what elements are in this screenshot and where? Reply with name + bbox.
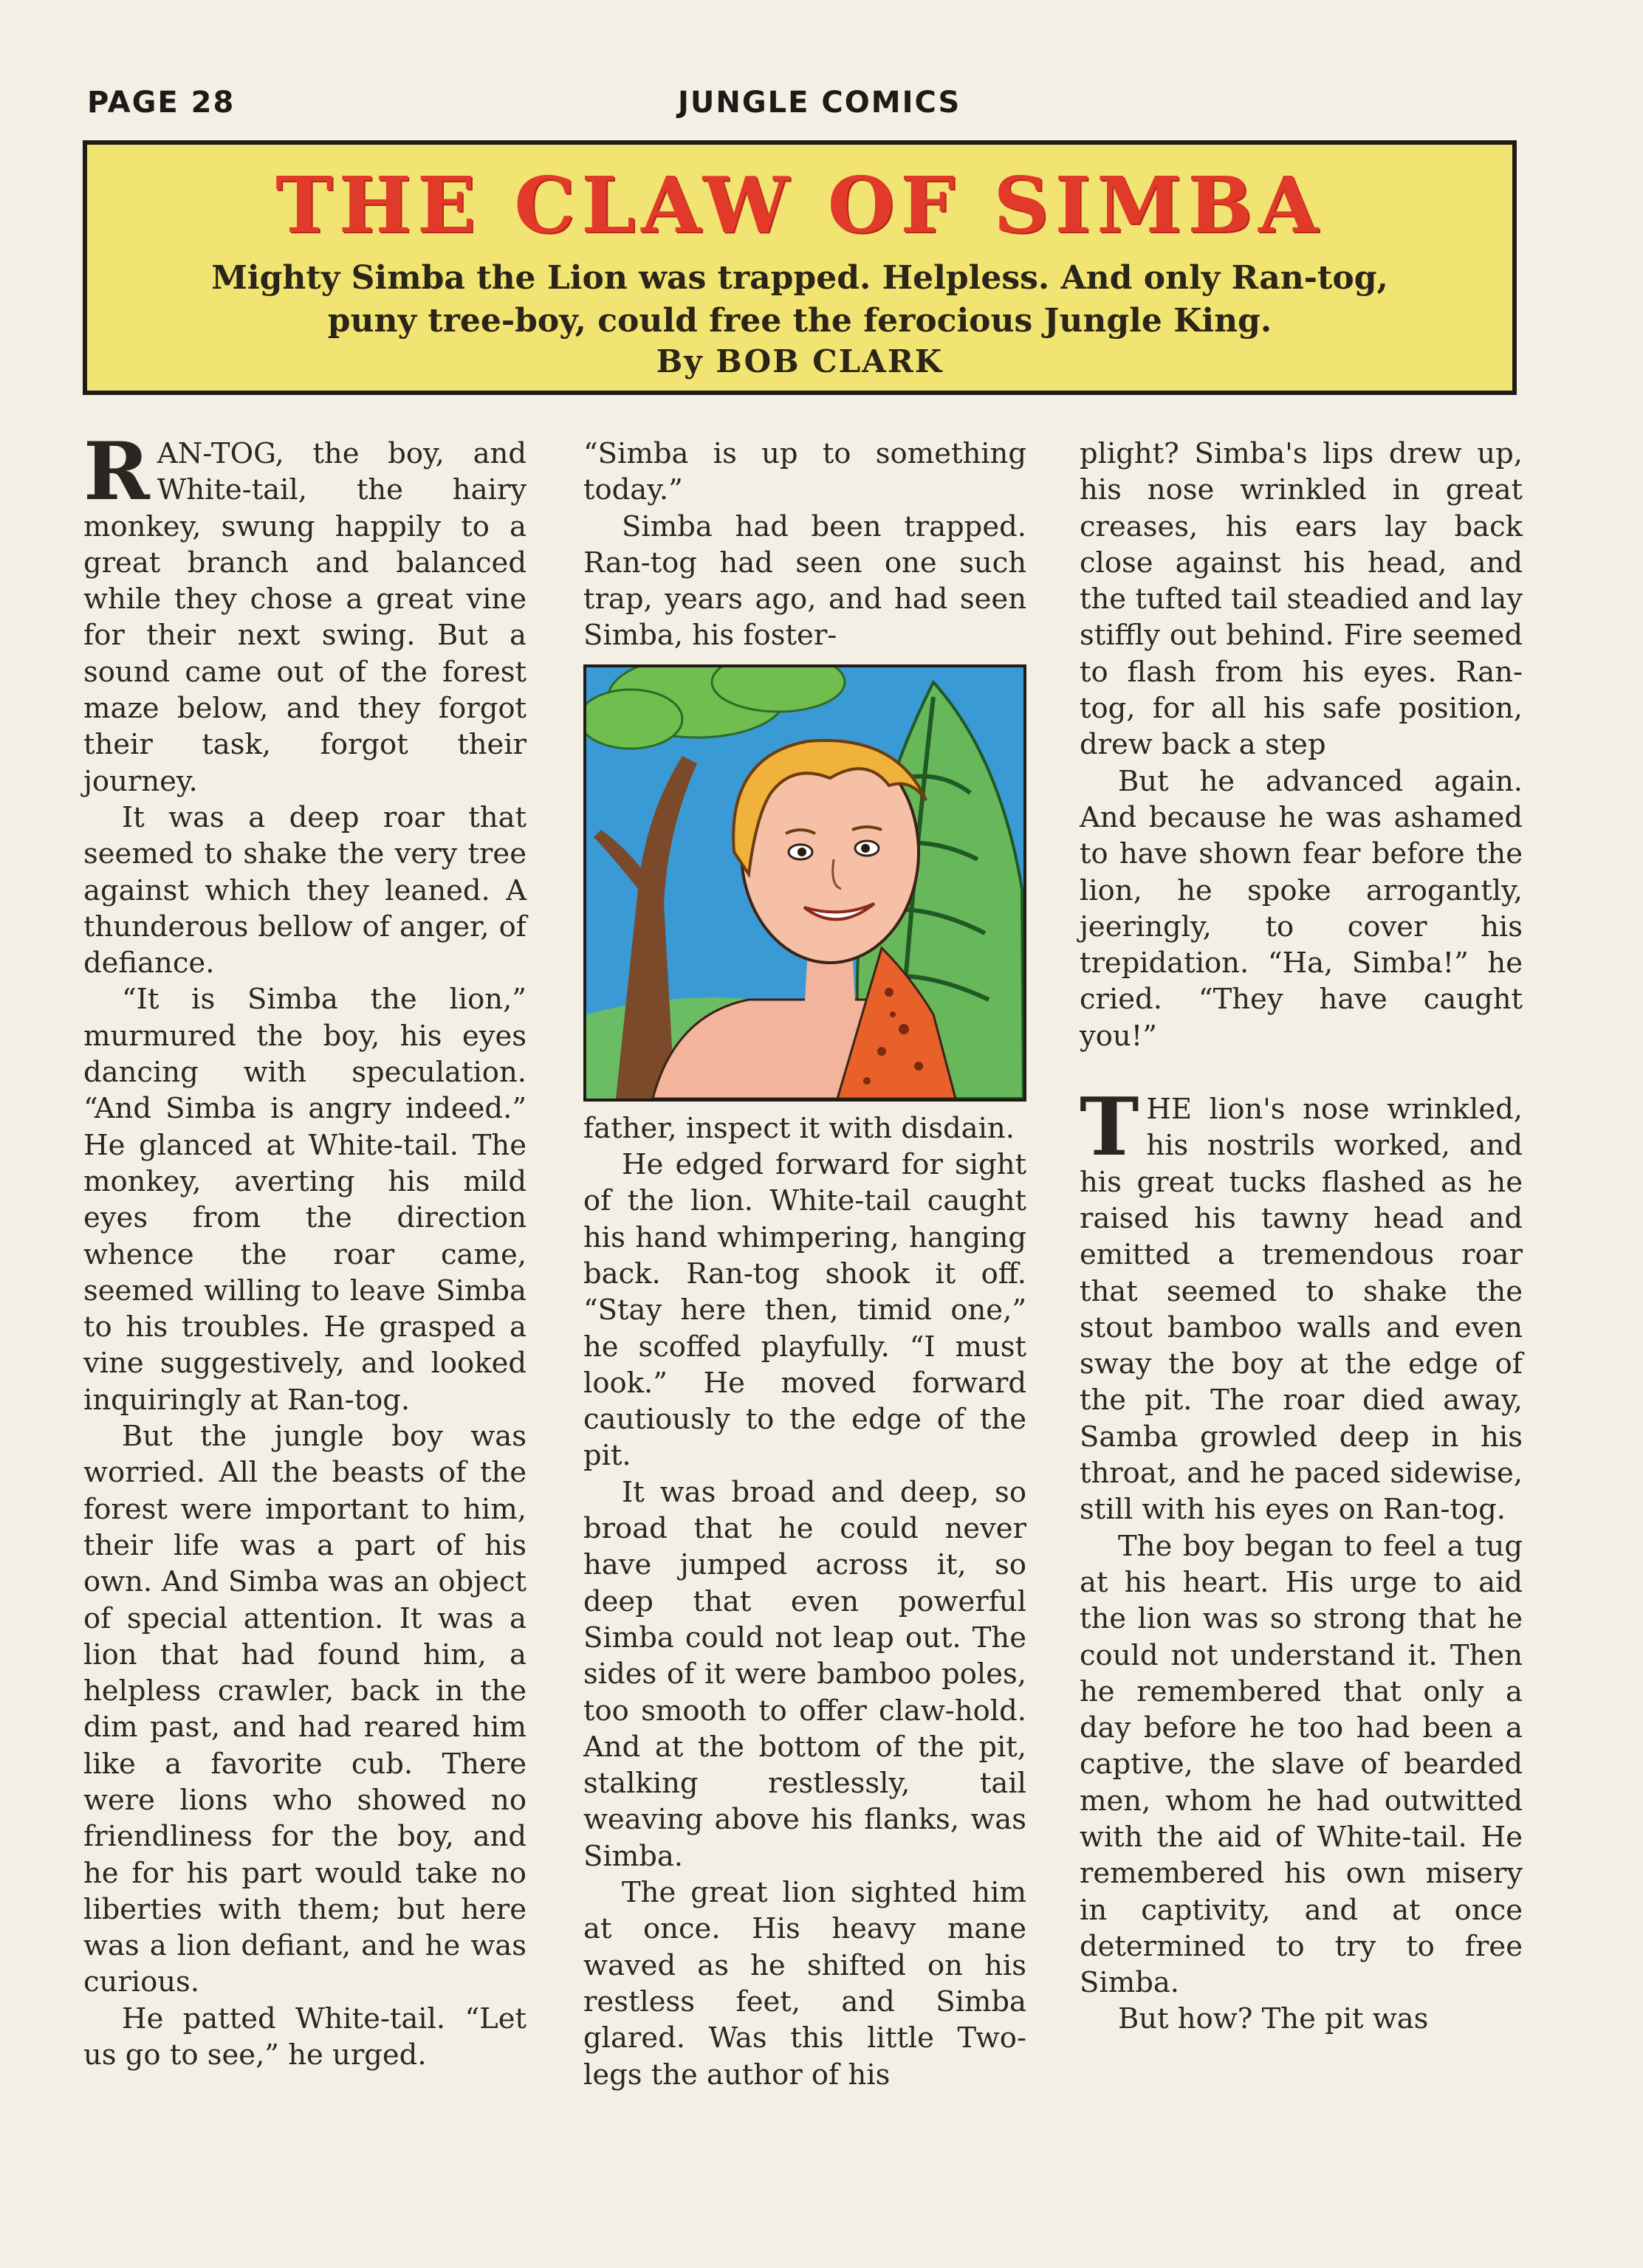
paragraph: It was a deep roar that seemed to shake the very tree against which they leaned. A thunderous bellow of anger, of defiance. bbox=[83, 800, 526, 980]
story-deck bbox=[87, 257, 1512, 343]
page-number: PAGE 28 bbox=[87, 86, 236, 120]
paragraph: “It is Simba the lion,” murmured the boy, his eyes dancing with speculation. “And Simba is angry indeed.” He glanced at White-tail. The monkey, averting his mild eyes from the direction whence the roar came, seemed willing to leave Simba to his troubles. He grasped a vine suggestively, and looked inquiringly at Ran-tog. bbox=[83, 983, 526, 1417]
deck-line-2: puny tree-boy, could free the ferocious Jungle King. bbox=[327, 302, 1272, 340]
paragraph: But he advanced again. And because he was ashamed to have shown fear before the lion, he spoke arrogantly, jeeringly, to cover his trepidation. “Ha, Simba!” he cried. “They have caught you!” bbox=[1080, 764, 1523, 1053]
title-box bbox=[83, 140, 1517, 395]
paragraph: But the jungle boy was worried. All the beasts of the forest were important to him, their life was a part of his own. And Simba was an object of special attention. It was a lion that had found him, a helpless crawler, back in the dim past, and had reared him like a favorite cub. There were lions who showed no friendliness for the boy, and he for his part would take no liberties with them; but here was a lion defiant, and he was curious. bbox=[83, 1420, 526, 1999]
running-head bbox=[87, 86, 1525, 123]
deck-line-1: Mighty Simba the Lion was trapped. Helpless. And only Ran-tog, bbox=[211, 259, 1388, 297]
paragraph: RAN-TOG, the boy, and White-tail, the hairy monkey, swung happily to a great branch and balanced while they chose a great vine for their next swing. But a sound came out of the forest maze below, and they forgot their task, forgot their journey. bbox=[83, 425, 526, 798]
paragraph: He patted White-tail. “Let us go to see,” he urged. bbox=[83, 2001, 526, 2072]
paragraph: The boy began to feel a tug at his heart. His urge to aid the lion was so strong that he could not understand it. Then he remembered that only a day before he too had been a captive, the slave of bearded men, whom he had outwitted with the aid of White-tail. He remembered his own misery in captivity, and at once determined to try to free Simba. bbox=[1080, 1529, 1523, 2000]
story-title: THE CLAW OF SIMBA bbox=[275, 159, 1324, 250]
text-column-3 bbox=[1080, 436, 1523, 2038]
illustration-panel bbox=[583, 664, 1026, 1102]
paragraph: Simba had been trapped. Ran-tog had seen one such trap, years ago, and had seen Simba, his foster- bbox=[583, 509, 1026, 653]
drop-cap: R bbox=[83, 425, 150, 518]
paragraph: THE lion's nose wrinkled, his nostrils worked, and his great tucks flashed as he raised his tawny head and emitted a tremendous roar that seemed to shake the stout bamboo walls and even sway the boy at the edge of the pit. The roar died away, Samba growled deep in his throat, and he paced sidewise, still with his eyes on Ran-tog. bbox=[1080, 1081, 1523, 1527]
ran-tog-illustration bbox=[586, 667, 1023, 1099]
paragraph: The great lion sighted him at once. His heavy mane waved as he shifted on his restless feet, and Simba glared. Was this little Two-legs the author of his bbox=[583, 1876, 1026, 2092]
paragraph: plight? Simba's lips drew up, his nose wrinkled in great creases, his ears lay back close against his head, and the tufted tail steadied and lay stiffly out behind. Fire seemed to flash from his eyes. Ran-tog, for all his safe position, drew back a step bbox=[1080, 437, 1523, 762]
paragraph: It was broad and deep, so broad that he could never have jumped across it, so deep that even powerful Simba could not leap out. The sides of it were bamboo poles, too smooth to offer claw-hold. And at the bottom of the pit, stalking restlessly, tail weaving above his flanks, was Simba. bbox=[583, 1475, 1026, 1873]
drop-cap: T bbox=[1080, 1081, 1139, 1175]
paragraph: “Simba is up to something today.” bbox=[583, 437, 1026, 507]
paragraph: He edged forward for sight of the lion. White-tail caught his hand whimpering, hanging back. Ran-tog shook it off. “Stay here then, timid one,” he scoffed playfully. “I must look.” He moved forward cautiously to the edge of the pit. bbox=[583, 1148, 1026, 1473]
magazine-title: JUNGLE COMICS bbox=[678, 86, 961, 120]
paragraph: But how? The pit was bbox=[1118, 2002, 1429, 2036]
byline: By BOB CLARK bbox=[656, 343, 944, 379]
paragraph: father, inspect it with disdain. bbox=[583, 1111, 1015, 1145]
text-column-1 bbox=[83, 425, 526, 2073]
text-column-2 bbox=[583, 436, 1026, 2093]
